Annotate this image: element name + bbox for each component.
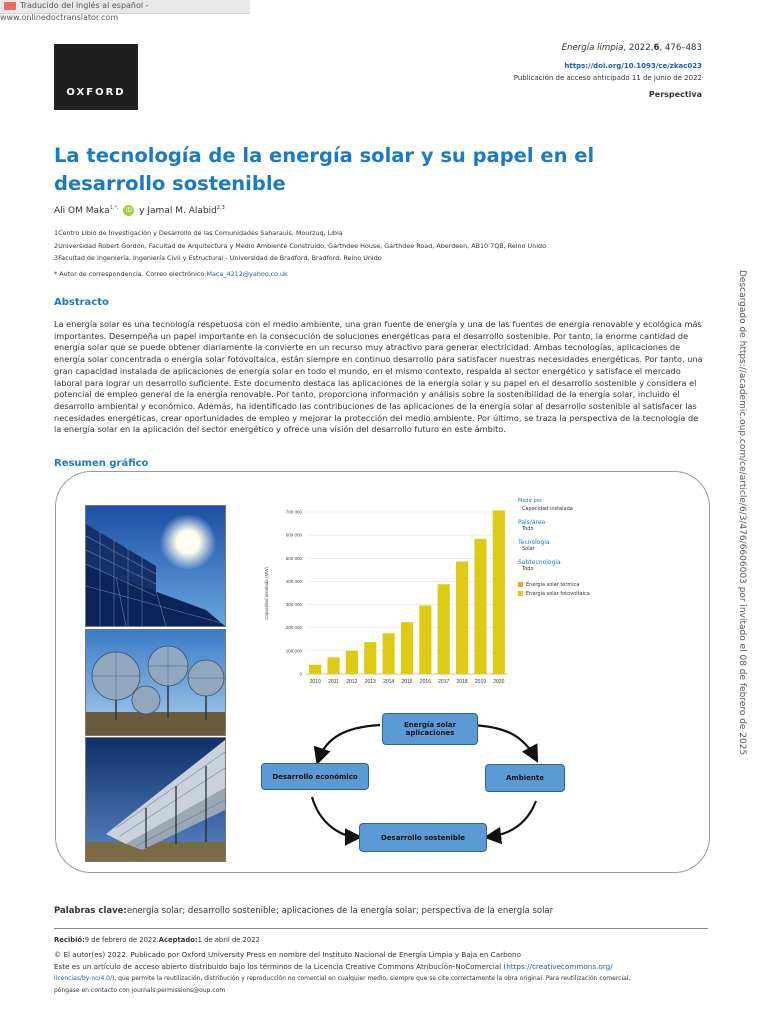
- x-tick-label: 2020: [493, 679, 505, 685]
- legend-item-pv-label: Energía solar fotovoltaica: [526, 591, 590, 597]
- x-tick-label: 2015: [401, 679, 413, 685]
- y-tick-label: 500 000: [285, 555, 302, 561]
- author-first[interactable]: Ali OM Maka: [54, 206, 110, 216]
- license-text: Este es un artículo de acceso abierto distribuido bajo los términos de la Licencia Creative Commons Atribución-NoComercial (: [54, 962, 507, 971]
- bar: [327, 657, 339, 674]
- heliostat-photo: [85, 629, 226, 736]
- received-label: Recibió:: [54, 936, 85, 944]
- journal-year: , 2022,: [623, 43, 654, 53]
- affiliation-2: 2Universidad Robert Gordon, Facultad de Arquitectura y Medio Ambiente Construido, Garthdee House, Garthdee Road, Aberdeen, AB10 7QB, Reino Unido: [54, 242, 547, 250]
- x-tick-label: 2012: [346, 679, 358, 685]
- legend-tech-value: Solar: [522, 546, 535, 552]
- download-note: [735, 270, 749, 756]
- bar: [401, 622, 413, 674]
- publication-date: Publicación de acceso anticipado 11 de junio de 2022: [513, 74, 702, 82]
- y-tick-label: 200 000: [285, 625, 302, 631]
- cycle-node-economic-development: Desarrollo económico: [261, 763, 369, 790]
- y-tick-label: 100 000: [285, 648, 302, 654]
- y-tick-label: 600 000: [285, 532, 302, 538]
- license-line: [54, 962, 613, 971]
- article-type: Perspectiva: [648, 90, 702, 99]
- cycle-node-solar-applications: Energía solar aplicaciones: [382, 713, 478, 745]
- oxford-logo: [54, 44, 138, 110]
- y-tick-label: 0: [299, 671, 302, 677]
- x-tick-label: 2019: [474, 679, 487, 685]
- dates-line: [54, 936, 260, 944]
- translation-banner[interactable]: [0, 0, 250, 22]
- x-tick-label: 2016: [419, 679, 431, 685]
- bar: [456, 562, 468, 674]
- author-second-affil: 2,3: [216, 205, 225, 211]
- affiliation-1: 1Centro Libio de Investigación y Desarrollo de las Comunidades Saharauis, Mourzuq, Libia: [54, 229, 343, 237]
- received-date: 9 de febrero de 2022.: [84, 936, 159, 944]
- chart-legend: [518, 498, 618, 597]
- journal-name: Energía limpia: [561, 43, 624, 53]
- author-second[interactable]: y Jamal M. Alabid: [139, 206, 217, 216]
- legend-country-value: Todo: [522, 526, 534, 532]
- legend-item-thermal-label: Energía solar térmica: [526, 582, 580, 588]
- bar: [346, 651, 358, 674]
- keywords-label: Palabras clave:: [54, 906, 127, 916]
- correspondence: [54, 270, 288, 278]
- cycle-node-environment: Ambiente: [485, 764, 565, 792]
- bar: [419, 605, 431, 674]
- copyright-line: © El autor(es) 2022. Publicado por Oxford University Press en nombre del Instituto Nacional de Energía Limpia y Baja en Carbono: [54, 950, 521, 959]
- legend-tech-label: Tecnología: [518, 539, 550, 546]
- keywords-text: energía solar; desarrollo sostenible; aplicaciones de la energía solar; perspectiva de la energía solar: [126, 906, 554, 916]
- legend-swatch-thermal: [518, 582, 523, 587]
- legend-subtech-label: Subtecnología: [518, 559, 561, 566]
- accepted-label: Aceptado:: [158, 936, 198, 944]
- accepted-date: 1 de abril de 2022: [197, 936, 260, 944]
- legend-measure-value: Capacidad instalada: [522, 506, 573, 512]
- legend-country-label: País/área: [518, 519, 546, 526]
- x-tick-label: 2014: [383, 679, 395, 685]
- bar: [383, 633, 395, 674]
- legend-swatch-pv: [518, 591, 523, 596]
- license-text-2: ), que permite la reutilización, distribución y reproducción no comercial en cualquier medio, siempre que se cite correctamente la obra original. Para reutilización comercial,: [112, 975, 631, 982]
- legend-measure-label: Medir por: [518, 498, 542, 504]
- graphical-abstract: [55, 471, 710, 873]
- orcid-icon[interactable]: iD: [123, 205, 134, 216]
- bar: [364, 642, 376, 674]
- download-note-text: Descargado de https://academic.oup.com/ce/article/6/3/476/6606003 por invitado el 08 de febrero de 2025: [737, 270, 747, 756]
- y-axis-label: Capacidad instalada (MW): [264, 566, 269, 620]
- oxford-logo-text: OXFORD: [66, 87, 126, 98]
- author-list: [54, 205, 225, 216]
- y-tick-label: 400 000: [285, 578, 302, 584]
- parabolic-trough-photo: [85, 737, 226, 862]
- doi-link[interactable]: https://doi.org/10.1093/ce/zkac023: [564, 62, 702, 70]
- graphical-abstract-heading: Resumen gráfico: [54, 458, 149, 469]
- legend-subtech-value: Todo: [522, 566, 534, 572]
- translation-banner-text: Traducido del inglés al español - www.onlinedoctranslator.com: [0, 1, 149, 22]
- license-link-2[interactable]: licencias/by-nc/4.0/: [54, 975, 113, 982]
- abstract-text: La energía solar es una tecnología respetuosa con el medio ambiente, una gran fuente de energía y una de las fuentes de energía renovable y ecológica más importantes. Desempeña un papel importante en la consecución de soluciones energéticas para el desarrollo sostenible. Por tanto, la enorme cantidad de energía solar que se puede obtener diariamente la convierte en un recurso muy atractivo para generar electricidad. Ambas tecnologías, aplicaciones de energía solar concentrada o energía solar fotovoltaica, están siempre en continuo desarrollo para satisfacer nuestras necesidades energéticas. Por tanto, una gran capacidad instalada de aplicaciones de energía solar en todo el mundo, en el mismo contexto, respalda al sector energético y satisface el mercado laboral para lograr un desarrollo suficiente. Este documento destaca las aplicaciones de la energía solar y su papel en el desarrollo sostenible y considera el potencial de empleo general de la energía renovable. Por tanto, proporciona información y análisis sobre la sostenibilidad de la energía solar, incluido el desarrollo ambiental y económico. Además, ha identificado las contribuciones de las aplicaciones de la energía solar al desarrollo sostenible al satisfacer las necesidades energéticas, crear oportunidades de empleo y mejorar la protección del medio ambiente. Por último, se traza la perspectiva de la tecnología de la energía solar en la aplicación del sector energético y ofrece una visión del desarrollo futuro en este ámbito.: [54, 319, 703, 435]
- article-title: La tecnología de la energía solar y su papel en el desarrollo sostenible: [54, 144, 595, 195]
- keywords: [54, 906, 553, 916]
- permissions-line: póngase en contacto con journals.permissions@oup.com: [54, 987, 226, 994]
- journal-citation: [562, 43, 702, 53]
- journal-volume: 6: [653, 43, 660, 53]
- author-first-affil: 1,*,: [109, 205, 119, 211]
- cycle-node-sustainable-development: Desarrollo sostenible: [359, 823, 487, 852]
- x-tick-label: 2013: [364, 679, 376, 685]
- legend-item-thermal: [518, 582, 618, 588]
- solar-panels-photo: [85, 505, 226, 627]
- y-tick-label: 700 000: [285, 509, 302, 515]
- translator-logo-icon: [4, 2, 16, 10]
- x-tick-label: 2010: [309, 679, 321, 685]
- x-tick-label: 2018: [456, 679, 468, 685]
- bar: [493, 510, 505, 674]
- divider: [54, 928, 708, 929]
- affiliation-3: 3Facultad de Ingeniería, Ingeniería Civil y Estructural - Universidad de Bradford, Bradford, Reino Unido: [54, 254, 382, 262]
- abstract-heading: Abstracto: [54, 297, 109, 308]
- legend-item-pv: [518, 591, 618, 597]
- license-link[interactable]: https://creativecommons.org/: [506, 962, 613, 971]
- x-tick-label: 2011: [328, 679, 339, 685]
- y-tick-label: 300 000: [285, 602, 302, 608]
- bar: [309, 665, 321, 674]
- correspondence-label: * Autor de correspondencia. Correo electrónico:: [54, 270, 207, 278]
- journal-pages: , 476–483: [659, 43, 702, 53]
- correspondence-email[interactable]: Maca_4212@yahoo.co.uk: [206, 270, 288, 278]
- x-tick-label: 2017: [438, 679, 450, 685]
- license-line-2: [54, 975, 630, 982]
- bar: [438, 584, 450, 674]
- bar: [474, 539, 486, 674]
